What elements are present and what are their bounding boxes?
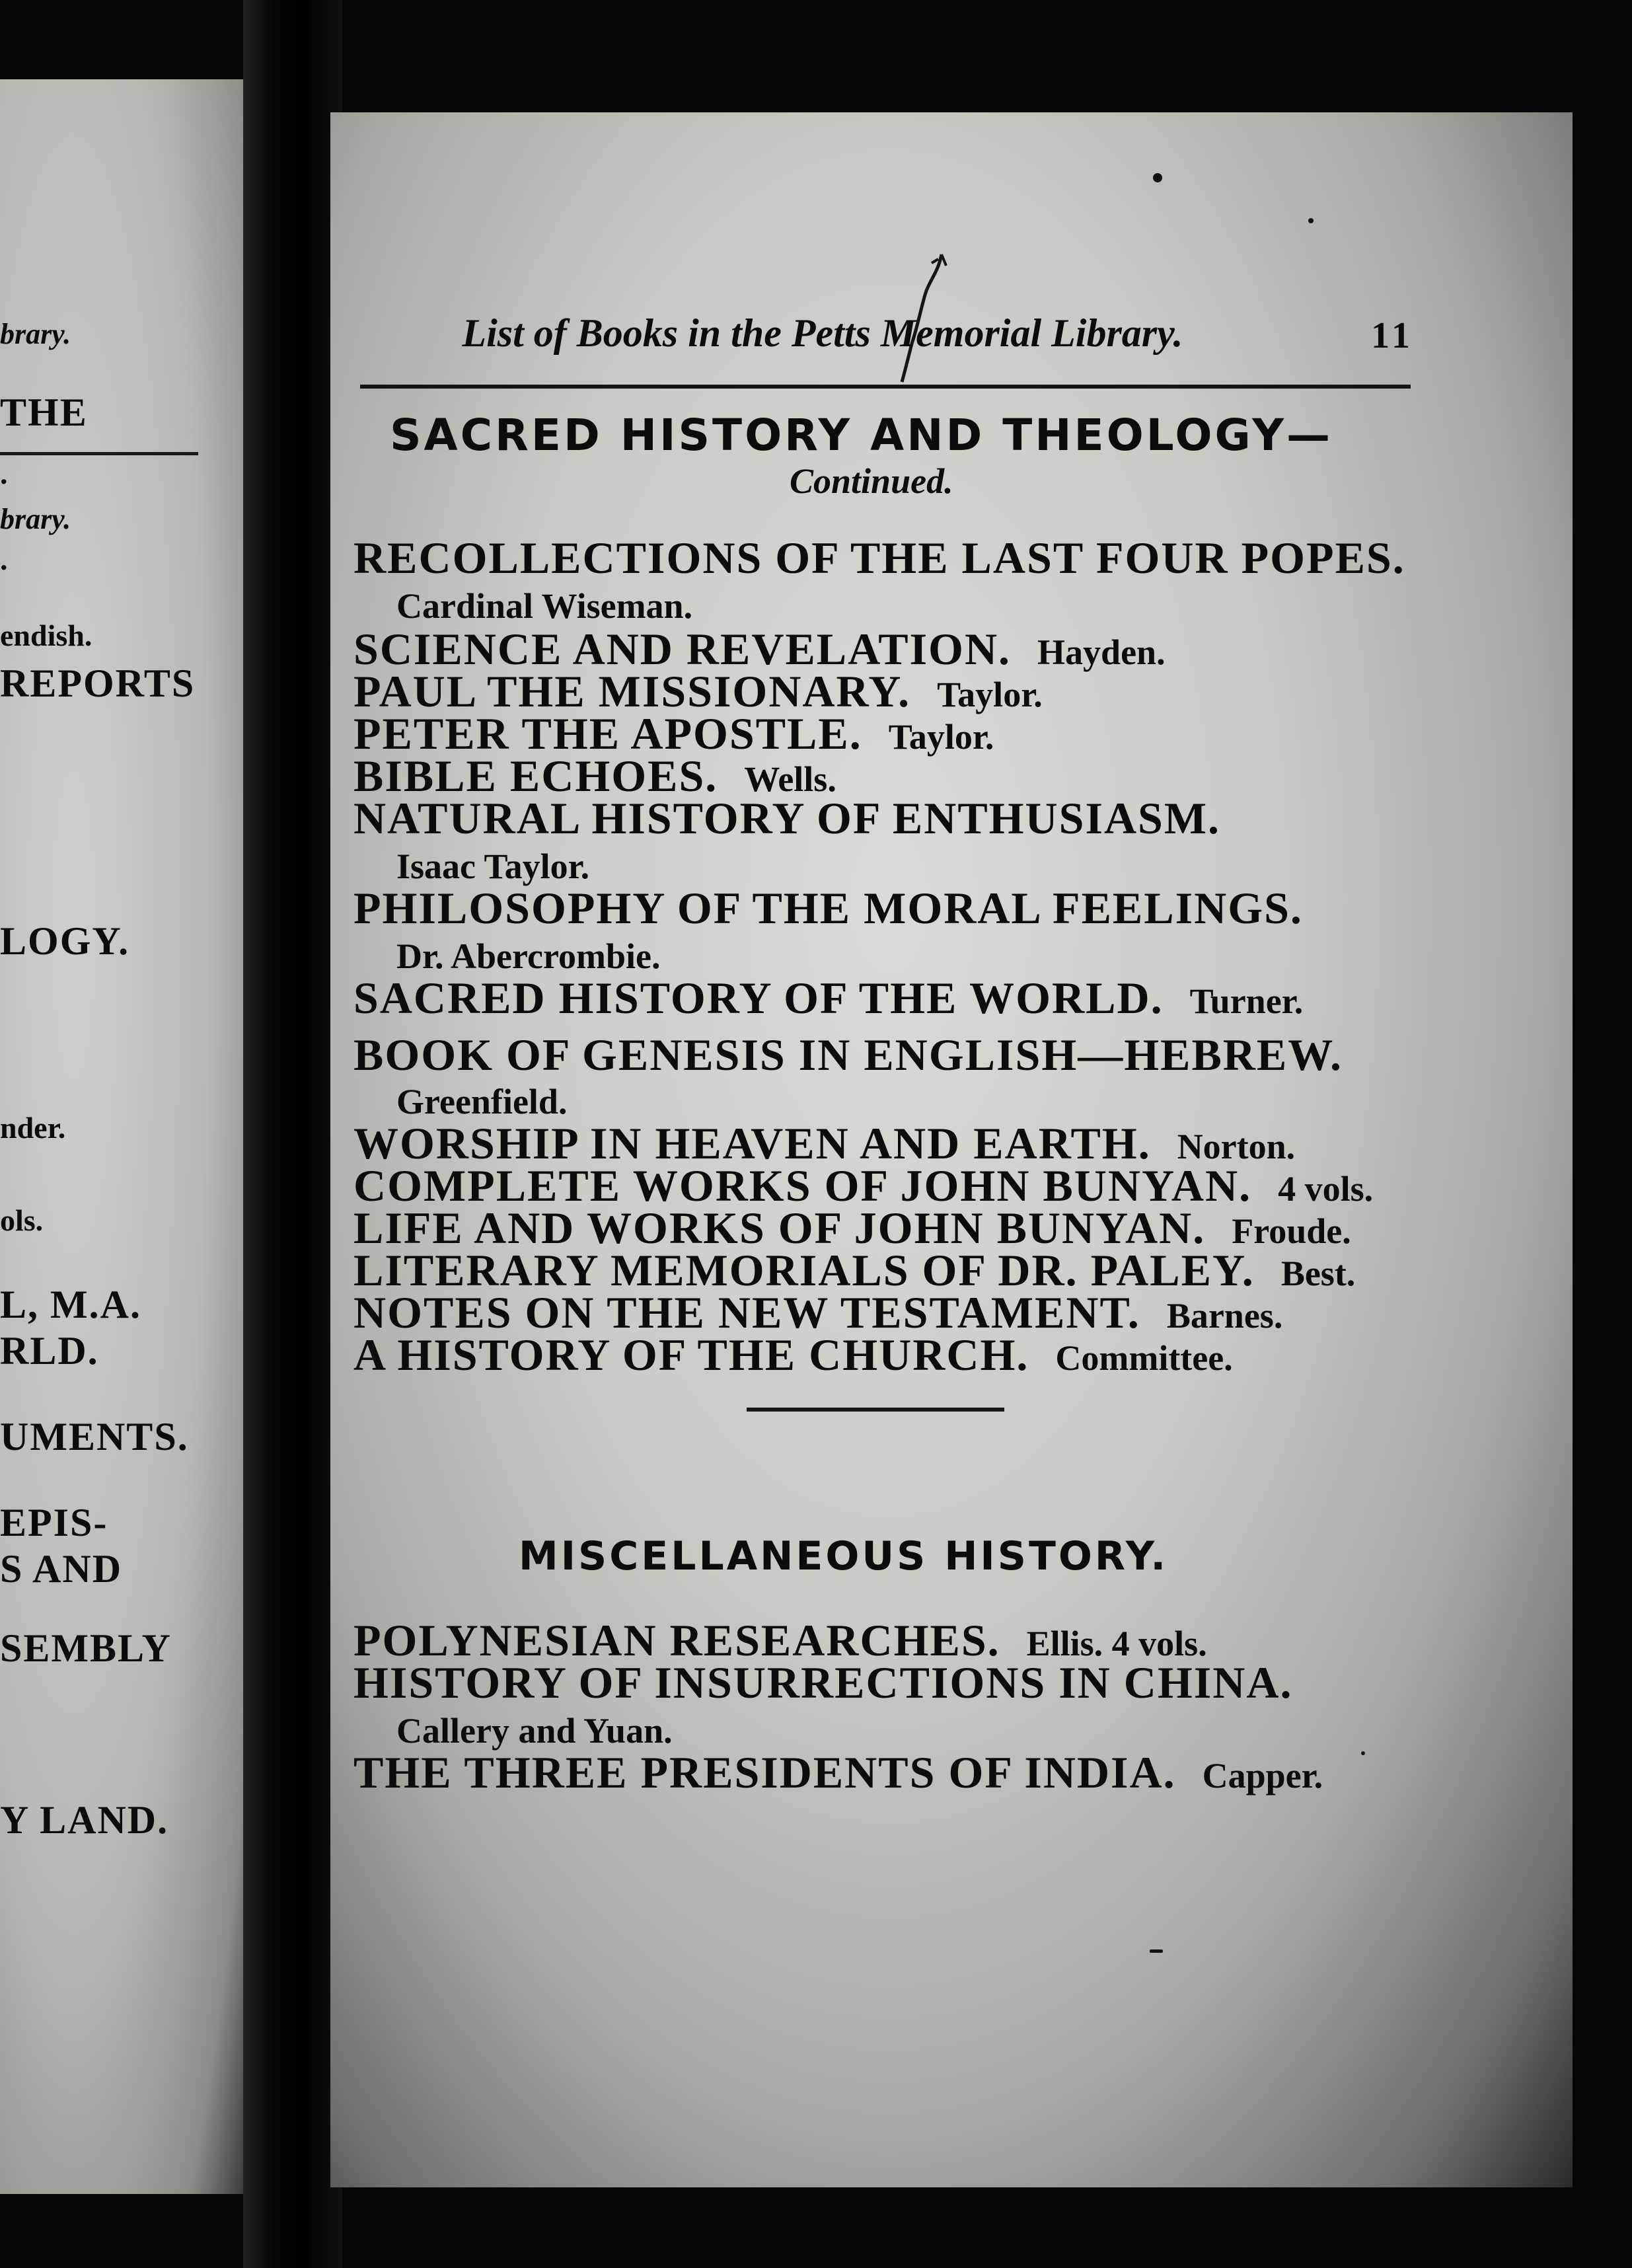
book-author: 4 vols.: [1278, 1169, 1374, 1209]
book-title: THE THREE PRESIDENTS OF INDIA.: [353, 1747, 1176, 1797]
section-divider: [747, 1408, 1004, 1412]
book-author: Isaac Taylor.: [396, 847, 590, 886]
left-page-fragment: THE: [0, 391, 88, 434]
book-author: Best.: [1280, 1254, 1356, 1293]
list-item: [353, 1030, 1343, 1080]
book-title: BIBLE ECHOES.: [353, 751, 718, 801]
book-author: Ellis. 4 vols.: [1026, 1624, 1207, 1663]
section-title-sacred-history: SACRED HISTORY AND THEOLOGY—: [390, 410, 1333, 461]
book-gutter: [243, 0, 342, 2268]
book-author: Barnes.: [1166, 1296, 1283, 1336]
list-item: [353, 883, 1303, 933]
book-author: Turner.: [1189, 981, 1304, 1021]
list-item: [353, 1747, 1323, 1797]
left-page-fragment: SEMBLY: [0, 1626, 172, 1670]
book-title: PHILOSOPHY OF THE MORAL FEELINGS.: [353, 883, 1303, 933]
book-author: Wells.: [744, 759, 836, 799]
book-author: Committee.: [1055, 1338, 1233, 1378]
book-title: RECOLLECTIONS OF THE LAST FOUR POPES.: [353, 533, 1405, 583]
book-title: BOOK OF GENESIS IN ENGLISH—HEBREW.: [353, 1030, 1343, 1080]
page-number: 11: [1371, 315, 1414, 356]
list-item: [353, 1287, 1283, 1338]
left-page-fragment: L, M.A.: [0, 1283, 141, 1326]
book-author: Dr. Abercrombie.: [396, 936, 661, 976]
list-item: [353, 751, 836, 801]
left-page-fragment: Y LAND.: [0, 1798, 169, 1842]
left-page-fragment: REPORTS: [0, 662, 196, 705]
book-title: SACRED HISTORY OF THE WORLD.: [353, 973, 1164, 1023]
book-author: Greenfield.: [396, 1082, 568, 1121]
left-page-fragment: nder.: [0, 1111, 66, 1145]
book-author: Callery and Yuan.: [396, 1711, 673, 1751]
header-rule: [360, 385, 1411, 389]
book-author: Cardinal Wiseman.: [396, 586, 693, 626]
book-title: NATURAL HISTORY OF ENTHUSIASM.: [353, 793, 1221, 843]
left-page-fragment: brary.: [0, 318, 71, 350]
book-author: Hayden.: [1037, 632, 1166, 672]
book-title: LIFE AND WORKS OF JOHN BUNYAN.: [353, 1203, 1206, 1253]
book-author: Froude.: [1232, 1211, 1351, 1251]
left-page-fragment: .: [0, 543, 8, 576]
book-page: [330, 112, 1573, 2187]
list-item: [353, 973, 1304, 1023]
left-page-fragment: ols.: [0, 1203, 44, 1237]
left-facing-page: [0, 79, 244, 2194]
book-title: POLYNESIAN RESEARCHES.: [353, 1615, 1000, 1665]
left-page-header-rule: [0, 452, 198, 455]
book-title: PETER THE APOSTLE.: [353, 708, 862, 759]
book-title: HISTORY OF INSURRECTIONS IN CHINA.: [353, 1657, 1293, 1708]
scan-speck: [1361, 1751, 1365, 1755]
scan-speck: [1150, 1949, 1163, 1953]
left-page-fragment: endish.: [0, 619, 93, 652]
left-page-fragment: UMENTS.: [0, 1415, 189, 1458]
list-item: [353, 1118, 1296, 1168]
book-author: Norton.: [1177, 1127, 1296, 1166]
scan-speck: [1308, 218, 1314, 223]
list-item: [353, 793, 1221, 843]
book-title: PAUL THE MISSIONARY.: [353, 666, 911, 716]
left-page-fragment: RLD.: [0, 1329, 99, 1373]
list-item: [353, 1245, 1356, 1295]
section-title-miscellaneous-history: MISCELLANEOUS HISTORY.: [519, 1533, 1169, 1579]
list-item: [353, 666, 1043, 716]
book-author: Taylor.: [888, 717, 994, 757]
book-title: LITERARY MEMORIALS OF DR. PALEY.: [353, 1245, 1255, 1295]
section-subtitle-continued: Continued.: [790, 461, 953, 501]
book-title: SCIENCE AND REVELATION.: [353, 624, 1012, 674]
list-item: [353, 1203, 1351, 1253]
list-item: [353, 1615, 1207, 1665]
list-item: [353, 1330, 1233, 1380]
list-item: [353, 1160, 1374, 1211]
left-page-fragment: S AND: [0, 1547, 123, 1591]
list-item: [353, 708, 994, 759]
book-title: COMPLETE WORKS OF JOHN BUNYAN.: [353, 1160, 1252, 1211]
left-page-fragment: brary.: [0, 503, 71, 535]
left-page-fragment: .: [0, 457, 8, 490]
list-item: [353, 1657, 1293, 1708]
list-item: [353, 533, 1405, 583]
book-author: Capper.: [1202, 1756, 1323, 1796]
book-title: NOTES ON THE NEW TESTAMENT.: [353, 1287, 1140, 1338]
book-title: A HISTORY OF THE CHURCH.: [353, 1330, 1029, 1380]
book-title: WORSHIP IN HEAVEN AND EARTH.: [353, 1118, 1151, 1168]
list-item: [353, 624, 1166, 674]
left-page-fragment: LOGY.: [0, 919, 130, 963]
running-title: List of Books in the Petts Memorial Library.: [462, 311, 1183, 355]
page-header: [350, 311, 1414, 363]
book-author: Taylor.: [937, 675, 1043, 714]
scan-speck: [1153, 173, 1162, 182]
left-page-fragment: EPIS-: [0, 1501, 108, 1544]
